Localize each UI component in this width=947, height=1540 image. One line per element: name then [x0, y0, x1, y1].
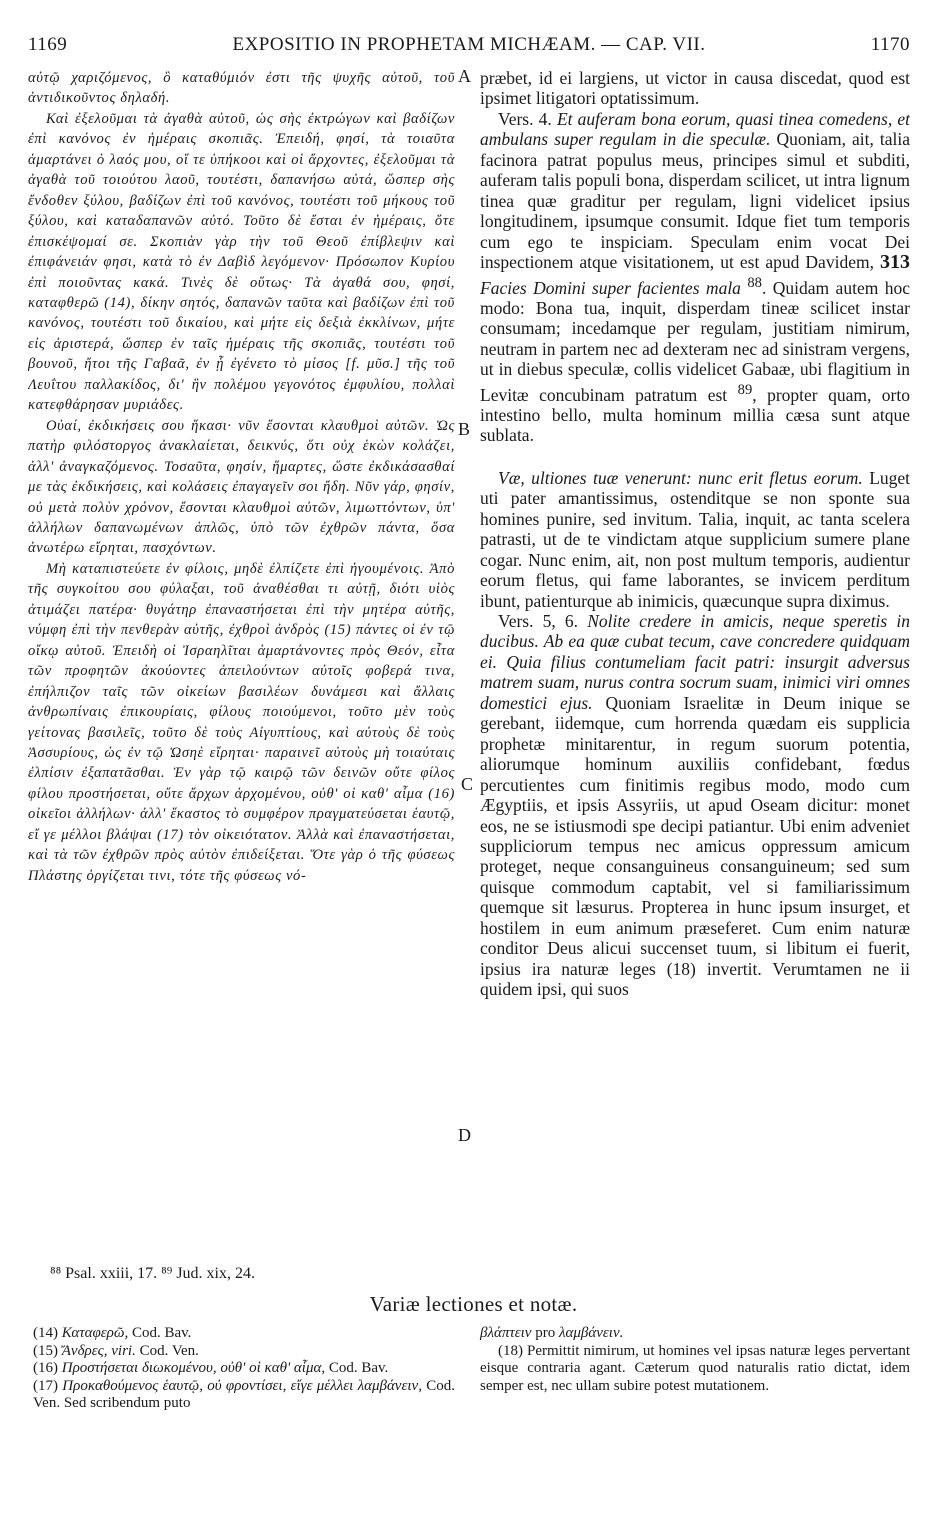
page-number-left: 1169	[28, 34, 68, 55]
note-text: pro	[535, 1325, 556, 1341]
note-text: Cod. Bav.	[131, 1325, 192, 1341]
verse-lemma: Nolite credere in amicis, neque speretis in ducibus. Ab ea quæ cubat tecum, cave concredere quidquam ei. Quia filius contumeliam facit patri: insurgit adversus matrem suam, nurus contra socrum suam, inimici viri omnes domestici ejus.	[480, 610, 910, 713]
margin-letter-c: C	[461, 774, 474, 794]
note-text: Cod. Ven. Sed scribendum puto	[33, 1377, 456, 1411]
note-14	[33, 1325, 455, 1343]
verse-heading: Vers. 4.	[498, 108, 552, 129]
note-greek: Προστήσεται διωκομένου, οὐθ' οἱ καθ' αἷμα,	[61, 1360, 326, 1376]
verse-lemma: Væ, ultiones tuæ venerunt: nunc erit fletus eorum.	[498, 467, 863, 488]
notes-right-column	[480, 1325, 910, 1395]
latin-column	[480, 68, 910, 1000]
verse-lemma: Et auferam bona eorum, quasi tinea comedens, et ambulans super regulam in die speculæ.	[480, 108, 910, 150]
running-title: EXPOSITIO IN PROPHETAM MICHÆAM. — CAP. VII.	[232, 34, 706, 55]
note-number: (16)	[33, 1360, 58, 1376]
note-greek: βλάπτειν	[480, 1325, 532, 1341]
latin-text: Luget uti pater amantissimus, ostenditque se non sponte sua homines punire, sed invitum. Talia, inquit, ac tanta scelera patrasti, ut de te vindictam atque supplicium sumere plane cogar. Nunc enim, ait, non post multum temporis, audientur eorum fletus, qui fame laborantes, se invicem perditum ibunt, patienturque ab inimicis, quæcunque supra diximus.	[480, 467, 910, 611]
margin-letter-d: D	[458, 1125, 471, 1145]
page-number-right: 1170	[870, 34, 910, 55]
verse-heading: Vers. 5, 6.	[498, 610, 579, 631]
latin-text: Quoniam, ait, talia facinora patrat populus meus, principes simul et subditi, auferam talis populi bona, disperdam scilicet, ut intra lignum tinea quæ graditur per regulam, ligni videlicet ipsius longitudinem, ipsumque consumit. Idque fiet tum temporis cum ego te inspiciam. Speculam enim vocat Dei inspectionem atque visitationem, ut est apud Davidem,	[480, 129, 910, 273]
latin-text: . Quidam autem hoc modo: Bona tua, inquit, disperdam tineæ scilicet instar consumam; incedamque per regulam, justitiam nimirum, neutram in partem nec ad dexteram nec ad sinistram vergens, ut in diebus speculæ, collis videlicet Gabaæ, ubi flagitium in Levitæ concubinam patratum est	[480, 277, 910, 405]
latin-text: Quoniam Israelitæ in Deum inique se gerebant, iidemque, cum horrenda quædam eis supplicia prophetæ minitarentur, in regum suorum potentia, aliorumque hominum auxiliis confidebant, fœdus percutientes cum finitimis regibus modo, modo cum Ægyptiis, et ipsis Assyriis, ut apud Oseam dicitur: monet eos, ne se istiusmodi spe decipi patiantur. Ubi enim adveniet suppliciorum tempus nec amicus oppressum amicum proteget, neque consanguineus consanguineum; sed sum quisque commodum captabit, vel si familiarissimum quemque sit læsurus. Propterea in hunc ipsum insurget, et hostilem in eum animum præseferet. Cum enim naturæ conditor Deus alicui succenset tuum, si libitum ei fuerit, ipsius ira naturæ leges (18) invertit. Verumtamen ne ii quidem ipsi, qui suos	[480, 692, 910, 1000]
greek-paragraph-1: αὐτῷ χαριζόμενος, ὃ καταθύμιόν ἐστι τῆς ψυχῆς αὐτοῦ, τοῦ ἀντιδικοῦντος δηλαδή.	[28, 70, 455, 107]
latin-paragraph-1: præbet, id ei largiens, ut victor in causa discedat, quod est ipsimet litigatori optatissimum.	[480, 68, 910, 109]
latin-paragraph-3	[480, 468, 910, 611]
note-greek: Ἄνδρες,	[61, 1342, 108, 1359]
greek-paragraph-2: Καὶ ἐξελοῦμαι τὰ ἀγαθὰ αὐτοῦ, ὡς σὴς ἐκτρώγων καὶ βαδίζων ἐπὶ κανόνος ἐν ἡμέραις σκοπιᾶς. Ἐπειδή, φησί, τὰ τοιαῦτα ἁμαρτάνει ὁ λαός μου, οἵ τε ὑπήκοοι καὶ οἱ ἄρχοντες, ἐξελοῦμαι τὰ ἀγαθὰ τοῦ τοιούτου λαοῦ, τουτέστι, δαπανήσω αὐτά, ὥσπερ σὴς ἔνδοθεν ξύλου, βαδίζων ἐπὶ τοῦ κανόνος, τουτέστι τοῦ μήκους τοῦ ξύλου, καὶ καταδαπανῶν αὐτό. Τοῦτο δὲ ἔσται ἐν ἡμέραις, ὅτε ἐπισκέψομαί σε. Σκοπιὰν γὰρ τὴν τοῦ Θεοῦ ἐπίβλεψιν καὶ ἐπιφάνειάν φησι, κατὰ τὸ ἐν Δαβὶδ λεγόμενον· Πρόσωπον Κυρίου ἐπὶ ποιοῦντας κακά. Τινὲς δὲ οὕτως· Τὰ ἀγαθά σου, φησί, καταφθερῶ (14), δίκην σητός, δαπανῶν ταῦτα καὶ βαδίζων ἐπὶ τοῦ κανόνος, τουτέστι τοῦ δικαίου, καὶ μήτε εἰς δεξιὰ ἐκκλίνων, μήτε εἰς ἀριστερά, ὥσπερ ἐν ταῖς ἡμέραις τῆς σκοπιᾶς, τουτέστι τοῦ βουνοῦ, ἤτοι τῆς Γαβαᾶ, ἐν ᾗ ἐγένετο τὸ μίσος [f. μῦσ.] τῆς τοῦ Λευΐτου παλλακίδος, δι' ἣν πολέμου γεγονότος ἐμφυλίου, πολλαὶ κατεφθάρησαν μυριάδες.	[28, 110, 455, 414]
greek-paragraph-3: Οὐαί, ἐκδικήσεις σου ἥκασι· νῦν ἔσονται κλαυθμοὶ αὐτῶν. Ὡς πατὴρ φιλόστοργος ἀνακλαίεται, δεικνύς, ὅτι οὐχ ἑκὼν κολάζει, ἀλλ' ἀναγκαζόμενος. Τοσαῦτα, φησίν, ἥμαρτες, ὥστε ἐκδικάσασθαί με τὰς ἐκδικήσεις, καὶ κολάσεις ἐπαγαγεῖν σοι ἤδη. Νῦν γάρ, φησίν, οὐ μετὰ πολὺν χρόνον, ἔσονται κλαυθμοὶ αὐτῶν, λιμωττόντων, ὑπ' ἀλλήλων δαπανωμένων ἁπλῶς, ὑπὸ τῶν ἐχθρῶν πάντα, ὅσα ἀνωτέρω εἴρηται, πασχόντων.	[28, 417, 455, 557]
note-greek: Προκαθούμενος ἑαυτῷ, οὐ φροντίσει, εἴγε μέλλει λαμβάνειν,	[62, 1377, 422, 1394]
footnote-marker: 89	[737, 381, 753, 398]
page-header	[28, 34, 910, 58]
scripture-references: ⁸⁸ Psal. xxiii, 17. ⁸⁹ Jud. xix, 24.	[50, 1265, 255, 1282]
note-greek: Καταφερῶ,	[61, 1325, 129, 1341]
paragraph-gap	[480, 446, 910, 468]
note-number: (14)	[33, 1325, 58, 1341]
note-number: (17)	[33, 1377, 58, 1394]
column-number: 313	[880, 251, 910, 274]
note-18: (18) Permittit nimirum, ut homines vel ipsas naturæ leges pervertant eisque contraria agant. Cæterum quod naturalis ratio dictat, idem semper est, nec ullam subire potest mutationem.	[480, 1342, 910, 1394]
quotation: Facies Domini super facientes mala	[480, 277, 741, 298]
margin-letter-b: B	[458, 419, 471, 439]
greek-column	[28, 68, 455, 886]
greek-paragraph-4: Μὴ καταπιστεύετε ἐν φίλοις, μηδὲ ἐλπίζετε ἐπὶ ἡγουμένοις. Ἀπὸ τῆς συγκοίτου σου φύλαξαι, τοῦ ἀναθέσθαι τι αὐτῇ, διότι υἱὸς ἀτιμάζει πατέρα· θυγάτηρ ἐπαναστήσεται ἐπὶ τὴν μητέρα αὐτῆς, νύμφη ἐπὶ τὴν πενθερὰν αὐτῆς, ἐχθροὶ ἀνδρὸς (15) πάντες οἱ ἐν τῷ οἴκῳ αὐτοῦ. Ἐπειδὴ οἱ Ἰσραηλῖται ἁμαρτάνοντες πρὸς Θεόν, εἶτα τῶν προφητῶν ἀκούοντες ἀπειλούντων αὐτοῖς φοβερά τινα, ἐπήλπιζον ταῖς τῶν οἰκείων βασιλέων δυνάμεσι καὶ ἄλλαις ἀνθρωπίναις ἐπικουρίαις, φίλους ποιούμενοι, τοῦτο μὲν τοὺς γείτονας βασιλεῖς, τοῦτο δὲ τοὺς Αἰγυπτίους, καὶ αὐτοὺς δὲ τοὺς Ἀσσυρίους, ὡς ἐν τῷ Ὡσηὲ εἴρηται· παραινεῖ αὐτοὺς μὴ τοιαύταις ἐλπίσιν ἐξαπατᾶσθαι. Ἐν γὰρ τῷ καιρῷ τῶν δεινῶν οὔτε φίλος φίλου προστήσεται, οὔτε ἄρχων ἀρχομένου, οὐθ' οἱ καθ' αἷμα (16) οἰκεῖοι ἀλλήλων· ἀλλ' ἕκαστος τὸ συμφέρον πραγματεύσεται ἑαυτῷ, εἴ γε μέλλοι βλάψαι (17) τὸν οἰκειότατον. Ἀλλὰ καὶ ἐπαναστήσεται, καὶ τὰ τῶν ἐχθρῶν πρὸς αὐτὸν ἐπιδείξεται. Ὅτε γὰρ ὁ τῆς φύσεως Πλάστης ὀργίζεται τινι, τότε τῆς φύσεως νό-	[28, 560, 455, 884]
note-italic: viri.	[111, 1342, 136, 1359]
note-16	[33, 1360, 455, 1378]
latin-text: , propter quam, orto intestino bello, multa hominum millia cæsa sunt atque sublata.	[480, 384, 910, 446]
note-17	[33, 1378, 455, 1413]
variae-heading: Variæ lectiones et notæ.	[369, 1292, 578, 1316]
latin-paragraph-2	[480, 109, 910, 446]
footnote-marker: 88	[747, 274, 762, 291]
note-17-continued	[480, 1325, 910, 1343]
notes-left-column	[33, 1325, 455, 1413]
note-text: Cod. Ven.	[139, 1342, 199, 1359]
note-greek: λαμβάνειν.	[558, 1325, 624, 1341]
note-text: Cod. Bav.	[328, 1360, 389, 1376]
margin-letter-a: A	[458, 66, 471, 86]
latin-paragraph-4	[480, 611, 910, 1000]
note-number: (15)	[33, 1342, 58, 1359]
note-15	[33, 1343, 455, 1361]
